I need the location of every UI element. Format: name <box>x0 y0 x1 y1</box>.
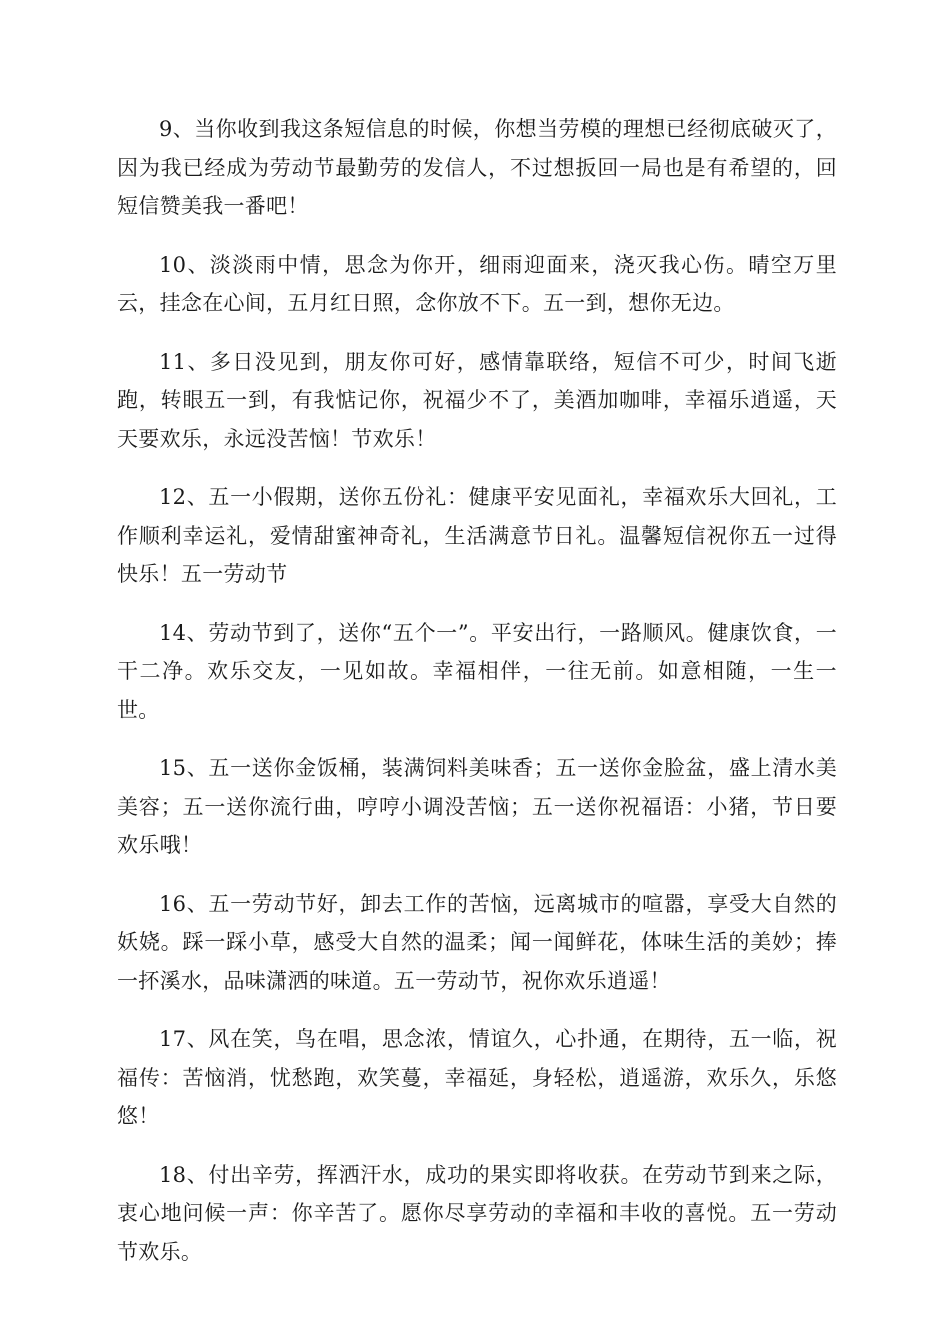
paragraph-16: 16、五一劳动节好，卸去工作的苦恼，远离城市的喧嚣，享受大自然的妖娆。踩一踩小草，感受大自然的温柔；闻一闻鲜花，体味生活的美妙；捧一抔溪水，品味潇洒的味道。五一劳动节，祝你欢乐逍遥！ <box>117 891 837 993</box>
paragraph-9: 9、当你收到我这条短信息的时候，你想当劳模的理想已经彻底破灭了，因为我已经成为劳动节最勤劳的发信人，不过想扳回一局也是有希望的，回短信赞美我一番吧！ <box>117 117 837 218</box>
paragraph-14: 14、劳动节到了，送你“五个一”。平安出行，一路顺风。健康饮食，一干二净。欢乐交友，一见如故。幸福相伴，一往无前。如意相随，一生一世。 <box>117 620 837 722</box>
paragraph-12: 12、五一小假期，送你五份礼：健康平安见面礼，幸福欢乐大回礼，工作顺利幸运礼，爱情甜蜜神奇礼，生活满意节日礼。温馨短信祝你五一过得快乐！五一劳动节 <box>117 485 837 586</box>
document-body <box>117 110 837 1291</box>
paragraph-17: 17、风在笑，鸟在唱，思念浓，情谊久，心扑通，在期待，五一临，祝福传：苦恼消，忧愁跑，欢笑蔓，幸福延，身轻松，逍遥游，欢乐久，乐悠悠！ <box>117 1027 837 1128</box>
paragraph-18: 18、付出辛劳，挥洒汗水，成功的果实即将收获。在劳动节到来之际，衷心地问候一声：你辛苦了。愿你尽享劳动的幸福和丰收的喜悦。五一劳动节欢乐。 <box>117 1162 837 1264</box>
paragraph-10: 10、淡淡雨中情，思念为你开，细雨迎面来，浇灭我心伤。晴空万里云，挂念在心间，五月红日照，念你放不下。五一到，想你无边。 <box>117 252 837 315</box>
paragraph-11: 11、多日没见到，朋友你可好，感情靠联络，短信不可少，时间飞逝跑，转眼五一到，有我惦记你，祝福少不了，美酒加咖啡，幸福乐逍遥，天天要欢乐，永远没苦恼！节欢乐！ <box>117 349 837 451</box>
paragraph-15: 15、五一送你金饭桶，装满饲料美味香；五一送你金脸盆，盛上清水美美容；五一送你流行曲，哼哼小调没苦恼；五一送你祝福语：小猪，节日要欢乐哦！ <box>117 756 837 857</box>
